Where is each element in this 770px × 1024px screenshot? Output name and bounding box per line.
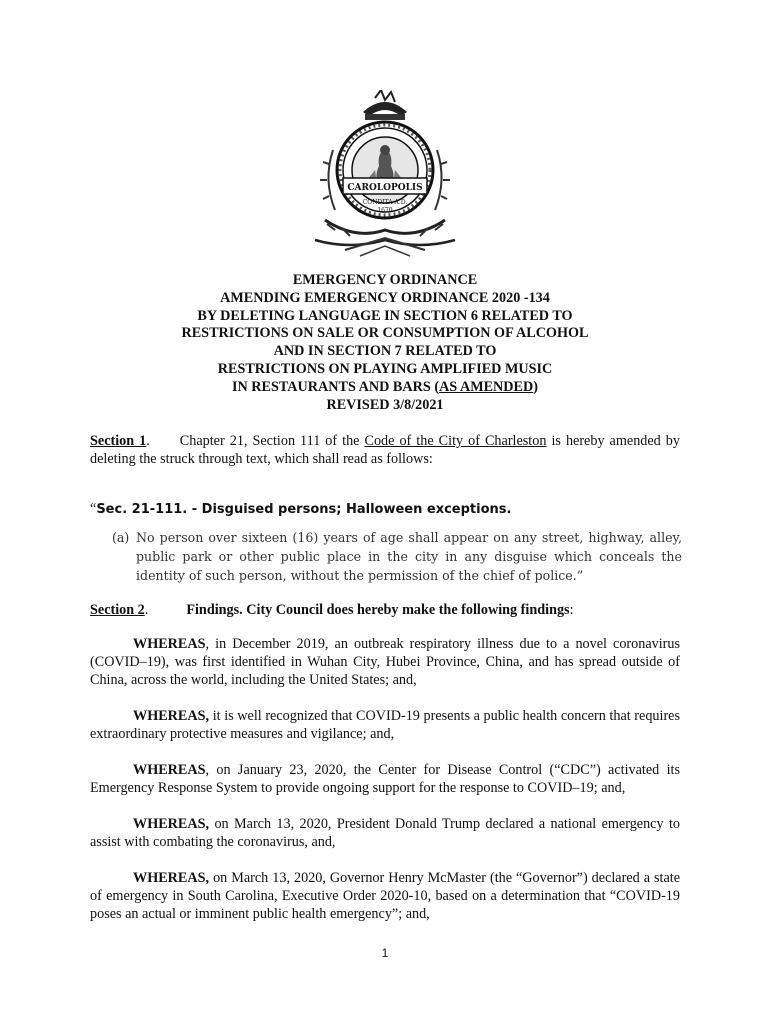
city-code-reference: Code of the City of Charleston [364,433,547,449]
city-seal [305,90,465,262]
whereas-text: , in December 2019, an outbreak respiratory illness due to a novel coronavirus (COVID–19), was first identified in Wuhan City, Hubei Province, China, and has spread outside of China, across the world, including the United States; and, [90,636,680,688]
whereas-clause [90,869,680,923]
svg-text:CAROLOPOLIS: CAROLOPOLIS [347,183,423,193]
title-line [90,379,680,397]
title-line: RESTRICTIONS ON PLAYING AMPLIFIED MUSIC [217,360,553,377]
ordinance-title [90,272,680,414]
section-1 [90,432,680,468]
section-2-period: . [144,602,149,618]
whereas-text: it is well recognized that COVID-19 presents a public health concern that requires extraordinary protective measures and vigilance; and, [90,708,680,742]
subsection-text: No person over sixteen (16) years of age shall appear on any street, highway, alley, public park or other public place in the city in any disguise which conceals the identity of such person, without the permission of the chief of police.” [136,530,682,583]
section-1-label: Section 1 [90,433,147,449]
charleston-city-seal-icon [305,90,465,262]
section-2-label: Section 2 [90,602,145,618]
title-line: AMENDING EMERGENCY ORDINANCE 2020 -134 [220,289,550,306]
as-amended-text: AS AMENDED [439,378,534,395]
title-line: EMERGENCY ORDINANCE [292,272,478,288]
subsection-marker: (a) [112,530,130,545]
whereas-lead: WHEREAS, [133,708,210,724]
section-2-heading: Findings. City Council does hereby make the following findings [186,602,570,618]
svg-text:1670: 1670 [377,207,393,214]
title-line: AND IN SECTION 7 RELATED TO [273,343,497,360]
section-2 [90,601,680,619]
section-1-text: Chapter 21, Section 111 of the [179,433,365,449]
quoted-heading-text: Sec. 21-111. - Disguised persons; Halloween exceptions. [96,502,512,517]
revised-date: REVISED 3/8/2021 [326,396,444,413]
whereas-lead: WHEREAS, [133,816,210,832]
subsection-a [112,528,682,585]
whereas-clause [90,707,680,743]
whereas-clause [90,815,680,851]
section-1-text-cont: is hereby amended by deleting the struck through text, which shall read as follows: [90,433,680,467]
open-quote: “ [90,501,97,517]
whereas-clause [90,761,680,797]
title-line-text: IN RESTAURANTS AND BARS ( [231,378,440,395]
title-line: BY DELETING LANGUAGE IN SECTION 6 RELATED TO [197,307,573,324]
section-2-colon: : [569,602,574,618]
quoted-section-heading [90,500,680,519]
title-line: RESTRICTIONS ON SALE OR CONSUMPTION OF ALCOHOL [181,325,589,342]
whereas-text: on March 13, 2020, Governor Henry McMaster (the “Governor”) declared a state of emergency in South Carolina, Executive Order 2020-10, based on a determination that “COVID-19 poses an actual or imminent public health emergency”; and, [90,870,680,922]
whereas-lead: WHEREAS [133,636,206,652]
title-line-text: ) [533,378,538,395]
whereas-text: , on January 23, 2020, the Center for Disease Control (“CDC”) activated its Emergency Response System to provide ongoing support for the response to COVID–19; and, [90,762,680,796]
section-1-period: . [146,433,150,449]
whereas-lead: WHEREAS, [133,870,210,886]
whereas-text: on March 13, 2020, President Donald Trump declared a national emergency to assist with combating the coronavirus, and, [90,816,680,850]
page-number: 1 [381,946,389,960]
whereas-lead: WHEREAS [133,762,206,778]
svg-text:CONDITA A.D.: CONDITA A.D. [362,199,408,206]
whereas-clause [90,635,680,689]
